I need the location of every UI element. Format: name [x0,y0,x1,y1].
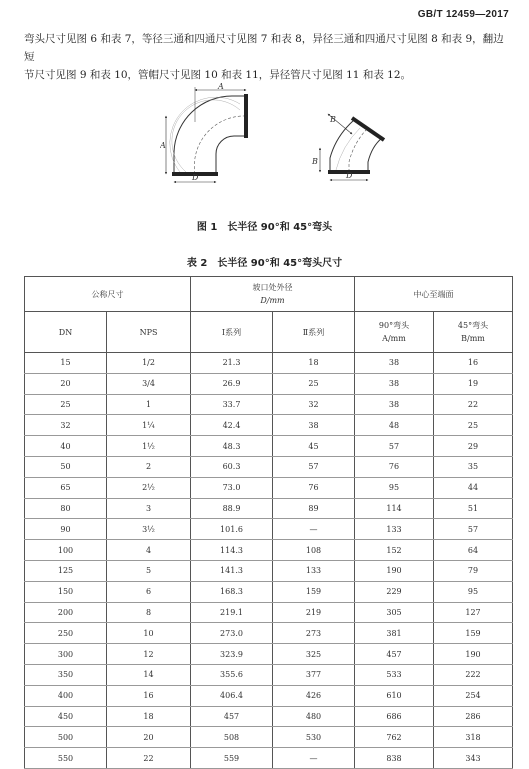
header-elbow45-line2: B/mm [461,334,485,343]
table-row [25,540,513,561]
table-cell: 48.3 [191,436,273,457]
table-cell: 21.3 [191,353,273,374]
header-elbow-90 [355,312,434,353]
table-cell: 38 [355,394,434,415]
table-cell: — [273,519,355,540]
table-cell: 305 [355,602,434,623]
table-row [25,623,513,644]
table-cell: 88.9 [191,498,273,519]
header-nps: NPS [107,312,191,353]
elbow-45-figure [306,106,390,188]
table-cell: 273.0 [191,623,273,644]
table-cell: 80 [25,498,107,519]
table-cell: 79 [434,560,513,581]
table-cell: 25 [434,415,513,436]
table-cell: 450 [25,706,107,727]
header-elbow-45 [434,312,513,353]
paragraph-line-1: 弯头尺寸见图 6 和表 7，等径三通和四通尺寸见图 7 和表 8，异径三通和四通尺寸见图 8 和表 9，翻边短 [24,33,504,63]
paragraph-line-2: 节尺寸见图 9 和表 10，管帽尺寸见图 10 和表 11，异径管尺寸见图 11 和表 12。 [24,69,412,81]
dim-label-a-top: A [218,82,224,91]
table-cell: 222 [434,664,513,685]
table-cell: 762 [355,727,434,748]
table-cell: 57 [273,456,355,477]
table-cell: 40 [25,436,107,457]
elbow-dimension-table [24,276,513,769]
table-cell: 95 [434,581,513,602]
table-body [25,353,513,769]
table-cell: 16 [434,353,513,374]
table-row [25,727,513,748]
dim-label-a-left: A [160,141,166,150]
table-cell: 190 [434,644,513,665]
figure-caption: 图 1 长半径 90°和 45°弯头 [196,222,333,233]
table-cell: 50 [25,456,107,477]
header-series-2: Ⅱ系列 [273,312,355,353]
table-cell: 73.0 [191,477,273,498]
table-cell: 18 [107,706,191,727]
table-cell: 610 [355,685,434,706]
table-cell: 559 [191,748,273,769]
table-cell: 2 [107,456,191,477]
table-cell: 500 [25,727,107,748]
table-row [25,498,513,519]
table-row [25,394,513,415]
table-cell: 57 [434,519,513,540]
table-cell: 273 [273,623,355,644]
table-cell: 29 [434,436,513,457]
table-cell: 159 [273,581,355,602]
intro-paragraph [24,30,510,84]
header-center-to-end: 中心至端面 [355,277,513,312]
dim-label-b-left: B [312,157,318,166]
table-cell: 350 [25,664,107,685]
table-cell: 38 [355,353,434,374]
table-cell: 457 [191,706,273,727]
table-cell: 108 [273,540,355,561]
table-cell: 3 [107,498,191,519]
table-row [25,685,513,706]
table-cell: 400 [25,685,107,706]
table-cell: 26.9 [191,373,273,394]
table-cell: 76 [355,456,434,477]
table-row [25,373,513,394]
table-cell: 8 [107,602,191,623]
table-cell: 48 [355,415,434,436]
table-cell: 25 [25,394,107,415]
table-cell: 133 [355,519,434,540]
header-elbow90-line1: 90°弯头 [378,321,410,330]
table-cell: 127 [434,602,513,623]
table-cell: 90 [25,519,107,540]
table-row [25,560,513,581]
standard-code: GB/T 12459—2017 [417,9,509,20]
header-elbow45-line1: 45°弯头 [457,321,489,330]
table-cell: 57 [355,436,434,457]
table-cell: 20 [107,727,191,748]
header-series-1: Ⅰ系列 [191,312,273,353]
table-cell: 406.4 [191,685,273,706]
table-cell: 838 [355,748,434,769]
table-cell: 44 [434,477,513,498]
table-cell: 141.3 [191,560,273,581]
table-cell: 22 [434,394,513,415]
table-cell: 550 [25,748,107,769]
table-row [25,644,513,665]
table-row [25,748,513,769]
table-cell: 65 [25,477,107,498]
table-cell: 1½ [107,436,191,457]
table-row [25,436,513,457]
table-cell: 10 [107,623,191,644]
header-nominal-size: 公称尺寸 [25,277,191,312]
table-row [25,664,513,685]
table-cell: 686 [355,706,434,727]
table-cell: 2½ [107,477,191,498]
table-cell: 5 [107,560,191,581]
table-cell: 190 [355,560,434,581]
table-caption: 表 2 长半径 90°和 45°弯头尺寸 [186,258,343,269]
table-cell: 200 [25,602,107,623]
table-cell: — [273,748,355,769]
table-cell: 6 [107,581,191,602]
table-cell: 355.6 [191,664,273,685]
table-cell: 3½ [107,519,191,540]
table-cell: 508 [191,727,273,748]
table-cell: 219.1 [191,602,273,623]
table-row [25,477,513,498]
table-cell: 101.6 [191,519,273,540]
table-cell: 32 [273,394,355,415]
table-cell: 219 [273,602,355,623]
dim-label-b-top: B [330,115,336,124]
table-cell: 125 [25,560,107,581]
table-cell: 76 [273,477,355,498]
table-cell: 133 [273,560,355,581]
table-cell: 38 [273,415,355,436]
table-cell: 64 [434,540,513,561]
table-cell: 300 [25,644,107,665]
table-cell: 42.4 [191,415,273,436]
table-row [25,706,513,727]
table-cell: 19 [434,373,513,394]
table-cell: 323.9 [191,644,273,665]
table-cell: 4 [107,540,191,561]
table-cell: 343 [434,748,513,769]
elbow-90-figure [160,82,260,188]
table-row [25,581,513,602]
table-cell: 152 [355,540,434,561]
table-cell: 45 [273,436,355,457]
table-cell: 159 [434,623,513,644]
table-cell: 25 [273,373,355,394]
table-cell: 51 [434,498,513,519]
table-cell: 20 [25,373,107,394]
table-cell: 22 [107,748,191,769]
table-cell: 325 [273,644,355,665]
table-cell: 286 [434,706,513,727]
table-cell: 250 [25,623,107,644]
table-cell: 530 [273,727,355,748]
table-cell: 100 [25,540,107,561]
table-cell: 1¼ [107,415,191,436]
table-cell: 229 [355,581,434,602]
table-cell: 533 [355,664,434,685]
table-cell: 1/2 [107,353,191,374]
table-cell: 3/4 [107,373,191,394]
table-cell: 32 [25,415,107,436]
table-cell: 35 [434,456,513,477]
table-row [25,353,513,374]
table-row [25,602,513,623]
header-od-line2: D/mm [260,296,285,305]
table-cell: 377 [273,664,355,685]
table-cell: 114.3 [191,540,273,561]
table-cell: 15 [25,353,107,374]
table-cell: 114 [355,498,434,519]
table-cell: 318 [434,727,513,748]
table-row [25,519,513,540]
table-row [25,456,513,477]
table-cell: 12 [107,644,191,665]
dim-label-d-45: D [346,171,353,180]
header-elbow90-line2: A/mm [382,334,406,343]
table-cell: 14 [107,664,191,685]
header-outside-diameter [191,277,355,312]
table-cell: 89 [273,498,355,519]
table-cell: 1 [107,394,191,415]
dim-label-d: D [192,173,199,182]
table-cell: 60.3 [191,456,273,477]
table-cell: 33.7 [191,394,273,415]
table-cell: 18 [273,353,355,374]
header-dn: DN [25,312,107,353]
table-cell: 168.3 [191,581,273,602]
table-cell: 16 [107,685,191,706]
table-cell: 457 [355,644,434,665]
table-row [25,415,513,436]
header-od-line1: 坡口处外径 [252,283,293,292]
table-cell: 150 [25,581,107,602]
table-cell: 38 [355,373,434,394]
table-cell: 381 [355,623,434,644]
table-cell: 254 [434,685,513,706]
table-cell: 426 [273,685,355,706]
table-cell: 95 [355,477,434,498]
table-cell: 480 [273,706,355,727]
